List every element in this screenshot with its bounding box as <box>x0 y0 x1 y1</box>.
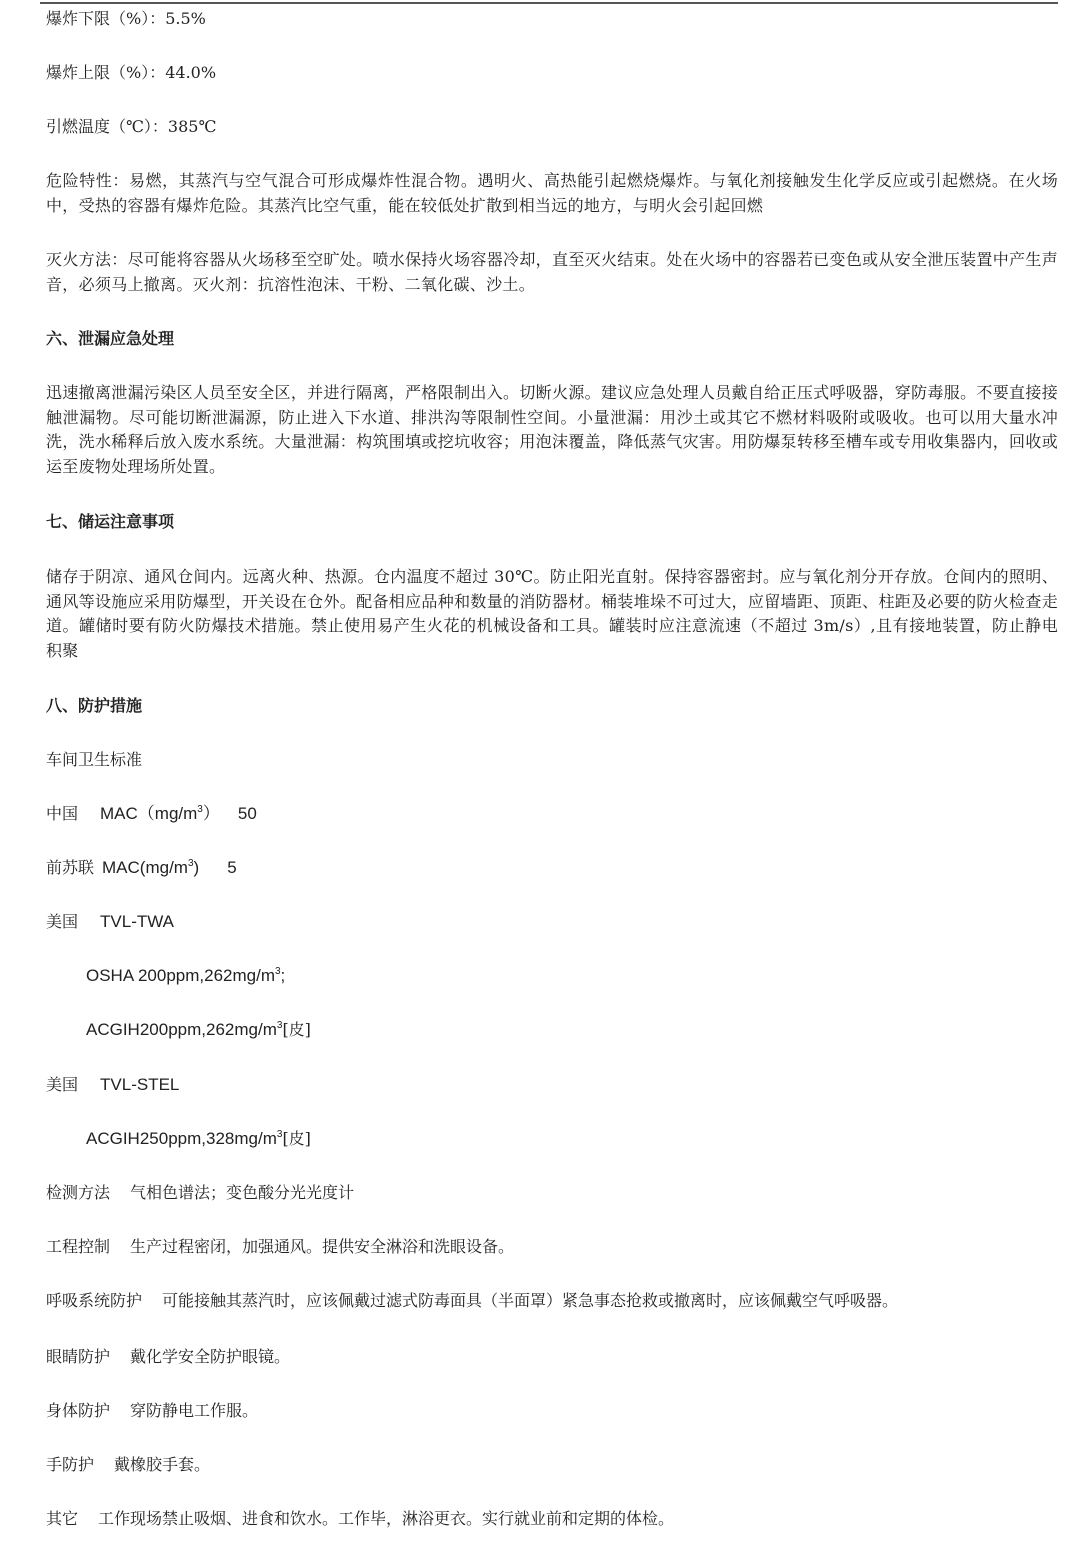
us-twa-label: TVL-TWA <box>100 912 174 931</box>
engineering-control-row <box>46 1235 514 1259</box>
other-row <box>46 1507 674 1531</box>
engineering-label: 工程控制 <box>46 1237 111 1256</box>
ussr-mac-label: $MAC(mg/m^3)$ <box>102 858 200 877</box>
osha-value: OSHA $200ppm,262mg/m^3$; <box>86 966 286 985</box>
acgih-stel-row <box>86 1127 311 1151</box>
respiratory-text: 可能接触其蒸汽时，应该佩戴过滤式防毒面具（半面罩）紧急事态抢救或撤离时，应该佩戴空气呼吸器。 <box>162 1291 899 1310</box>
us-stel-row <box>46 1073 179 1097</box>
us-twa-row <box>46 910 174 934</box>
hand-protection-row <box>46 1453 210 1477</box>
china-mac-row <box>46 802 257 826</box>
body-protection-row <box>46 1399 258 1423</box>
detection-label: 检测方法 <box>46 1183 111 1202</box>
ussr-mac-row <box>46 856 237 880</box>
detection-text: 气相色谱法；变色酸分光光度计 <box>130 1183 355 1202</box>
firefighting-method: 灭火方法：尽可能将容器从火场移至空旷处。喷水保持火场容器冷却，直至灭火结束。处在火场中的容器若已变色或从安全泄压装置中产生声音，必须马上撤离。灭火剂：抗溶性泡沫、干粉、二氧化碳、沙土。 <box>46 250 1058 294</box>
body-text: 穿防静电工作服。 <box>130 1401 259 1420</box>
eye-label: 眼睛防护 <box>46 1347 111 1366</box>
respiratory-label: 呼吸系统防护 <box>46 1291 143 1310</box>
china-label: 中国 <box>46 804 79 823</box>
section-8-heading: 八、防护措施 <box>46 696 143 715</box>
china-mac-label: $MAC(mg/m^3)$ <box>100 804 220 823</box>
other-label: 其它 <box>46 1509 79 1528</box>
detection-method-row <box>46 1181 354 1205</box>
acgih-stel-skin: [皮] <box>282 1129 311 1148</box>
section-6-body: 迅速撤离泄漏污染区人员至安全区，并进行隔离，严格限制出入。切断火源。建议应急处理人员戴自给正压式呼吸器，穿防毒服。不要直接接触泄漏物。尽可能切断泄漏源，防止进入下水道、排洪沟等限制性空间。小量泄漏：用沙土或其它不燃材料吸附或吸收。也可以用大量水冲洗，洗水稀释后放入废水系统。大量泄漏：构筑围填或挖坑收容；用泡沫覆盖，降低蒸气灾害。用防爆泵转移至槽车或专用收集器内，回收或运至废物处理场所处置。 <box>46 383 1058 476</box>
acgih-twa-skin: [皮] <box>282 1020 311 1039</box>
us-twa-country: 美国 <box>46 912 79 931</box>
section-6-heading: 六、泄漏应急处理 <box>46 329 175 348</box>
section-7-body: 储存于阴凉、通风仓间内。远离火种、热源。仓内温度不超过 30℃。防止阳光直射。保持容器密封。应与氧化剂分开存放。仓间内的照明、通风等设施应采用防爆型，开关设在仓外。配备相应品种和数量的消防器材。桶装堆垛不可过大，应留墙距、顶距、柱距及必要的防火检查走道。罐储时要有防火防爆技术措施。禁止使用易产生火花的机械设备和工具。罐装时应注意流速（不超过 3m/s）,且有接地装置，防止静电积聚 <box>46 567 1058 660</box>
ussr-label: 前苏联 <box>46 858 95 877</box>
china-mac-value: 50 <box>237 804 257 823</box>
workshop-standard: 车间卫生标准 <box>46 750 143 769</box>
us-stel-label: TVL-STEL <box>100 1075 180 1094</box>
acgih-twa-row <box>86 1018 311 1042</box>
eye-text: 戴化学安全防护眼镜。 <box>130 1347 291 1366</box>
acgih-twa-value: $ACGIH200ppm,262mg/m^3$ <box>86 1020 283 1039</box>
us-stel-country: 美国 <box>46 1075 79 1094</box>
osha-row <box>86 964 285 988</box>
top-rule <box>40 2 1058 4</box>
engineering-text: 生产过程密闭，加强通风。提供安全淋浴和洗眼设备。 <box>130 1237 515 1256</box>
ussr-mac-value: 5 <box>227 858 237 877</box>
body-label: 身体防护 <box>46 1401 111 1420</box>
other-text: 工作现场禁止吸烟、进食和饮水。工作毕，淋浴更衣。实行就业前和定期的体检。 <box>98 1509 675 1528</box>
explosion-lower-limit: 爆炸下限（%）：5.5% <box>46 9 206 28</box>
section-7-heading: 七、储运注意事项 <box>46 512 175 531</box>
acgih-stel-value: $ACGIH250ppm,328mg/m^3$ <box>86 1129 283 1148</box>
ignition-temperature: 引燃温度（℃）：385℃ <box>46 117 217 136</box>
hand-label: 手防护 <box>46 1455 95 1474</box>
hazard-properties: 危险特性：易燃，其蒸汽与空气混合可形成爆炸性混合物。遇明火、高热能引起燃烧爆炸。与氧化剂接触发生化学反应或引起燃烧。在火场中，受热的容器有爆炸危险。其蒸汽比空气重，能在较低处扩散到相当远的地方，与明火会引起回燃 <box>46 171 1058 215</box>
eye-protection-row <box>46 1345 290 1369</box>
explosion-upper-limit: 爆炸上限（%）：44.0% <box>46 63 217 82</box>
respiratory-protection-row <box>46 1289 898 1313</box>
hand-text: 戴橡胶手套。 <box>114 1455 211 1474</box>
